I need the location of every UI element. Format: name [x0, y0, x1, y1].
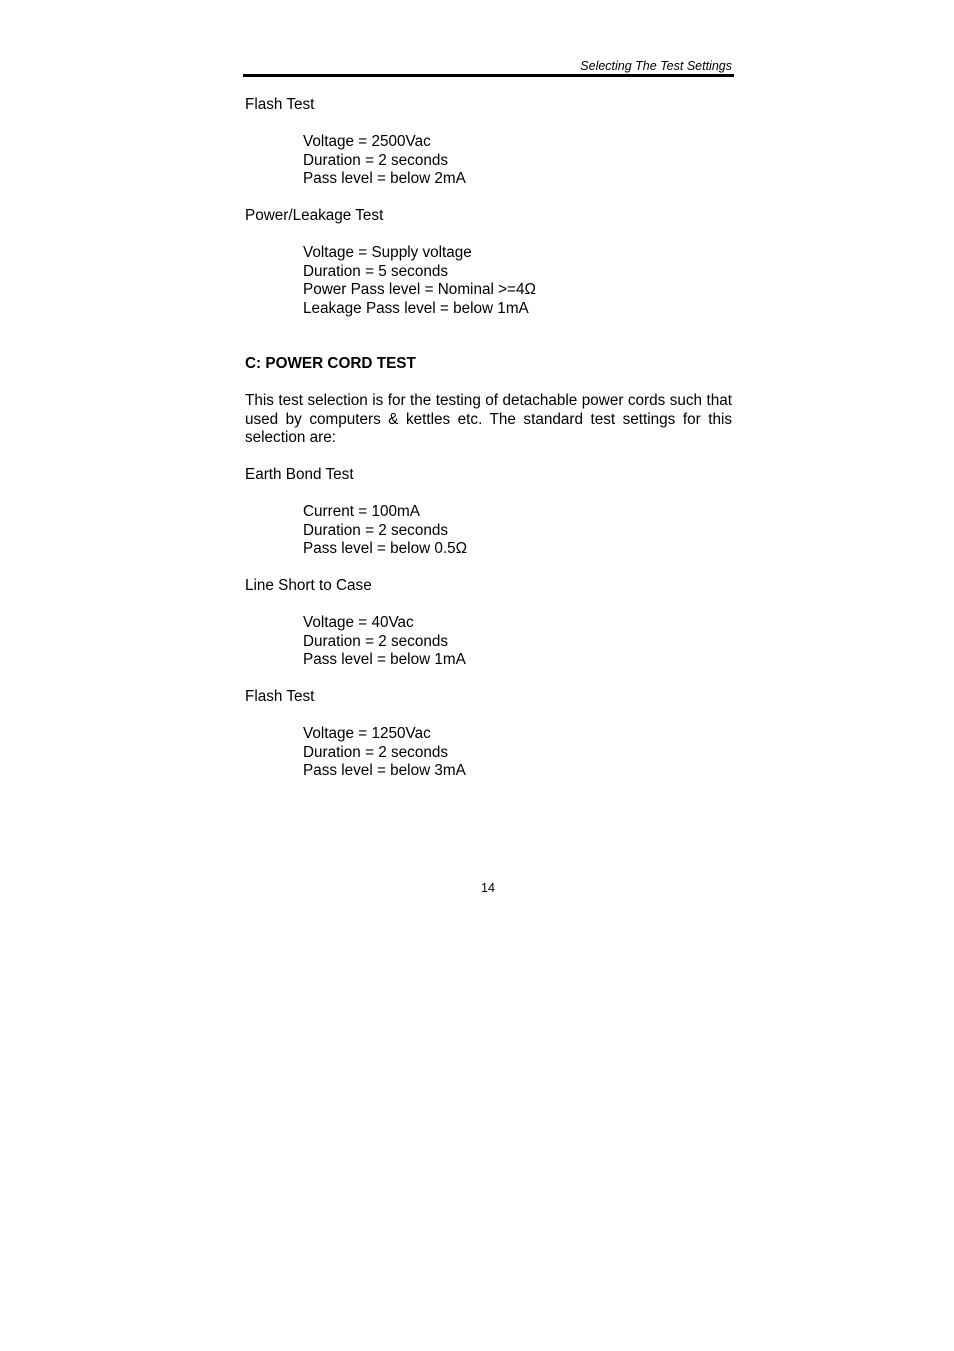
test-param-list [303, 725, 732, 781]
test-param: Pass level = below 0.5Ω [303, 540, 468, 557]
test-block-flash-test [245, 96, 732, 189]
section-intro: This test selection is for the testing of detachable power cords such that used by computers & kettles etc. The standard test settings for this selection are: [245, 392, 732, 446]
test-param: Duration = 2 seconds [303, 521, 448, 539]
test-param: Duration = 5 seconds [303, 262, 448, 280]
running-header: Selecting The Test Settings [580, 59, 732, 73]
test-param: Leakage Pass level = below 1mA [303, 299, 529, 317]
test-param: Pass level = below 2mA [303, 170, 466, 187]
test-param: Duration = 2 seconds [303, 743, 448, 761]
test-block-power-leakage-test [245, 207, 732, 318]
test-param-list [303, 133, 732, 189]
test-block-earth-bond-test [245, 466, 732, 559]
test-param-list [303, 244, 732, 318]
section-title: C: POWER CORD TEST [245, 355, 416, 372]
test-param: Voltage = Supply voltage [303, 244, 472, 261]
test-param: Power Pass level = Nominal >=4Ω [303, 281, 536, 298]
test-param: Pass level = below 1mA [303, 651, 466, 668]
test-heading: Line Short to Case [245, 577, 372, 594]
test-heading: Power/Leakage Test [245, 207, 384, 224]
test-param: Duration = 2 seconds [303, 151, 448, 169]
test-heading: Earth Bond Test [245, 466, 354, 483]
page-content [245, 96, 732, 799]
test-param-list [303, 503, 732, 559]
test-block-line-short-to-case [245, 577, 732, 670]
test-param: Voltage = 40Vac [303, 614, 414, 631]
test-param: Current = 100mA [303, 503, 420, 520]
test-param: Duration = 2 seconds [303, 632, 448, 650]
test-param: Pass level = below 3mA [303, 762, 466, 779]
test-heading: Flash Test [245, 96, 315, 113]
header-rule [243, 74, 734, 77]
test-param-list [303, 614, 732, 670]
test-heading: Flash Test [245, 688, 315, 705]
page-number: 14 [481, 881, 495, 895]
test-block-flash-test-cord [245, 688, 732, 781]
test-param: Voltage = 2500Vac [303, 133, 431, 150]
test-param: Voltage = 1250Vac [303, 725, 431, 742]
